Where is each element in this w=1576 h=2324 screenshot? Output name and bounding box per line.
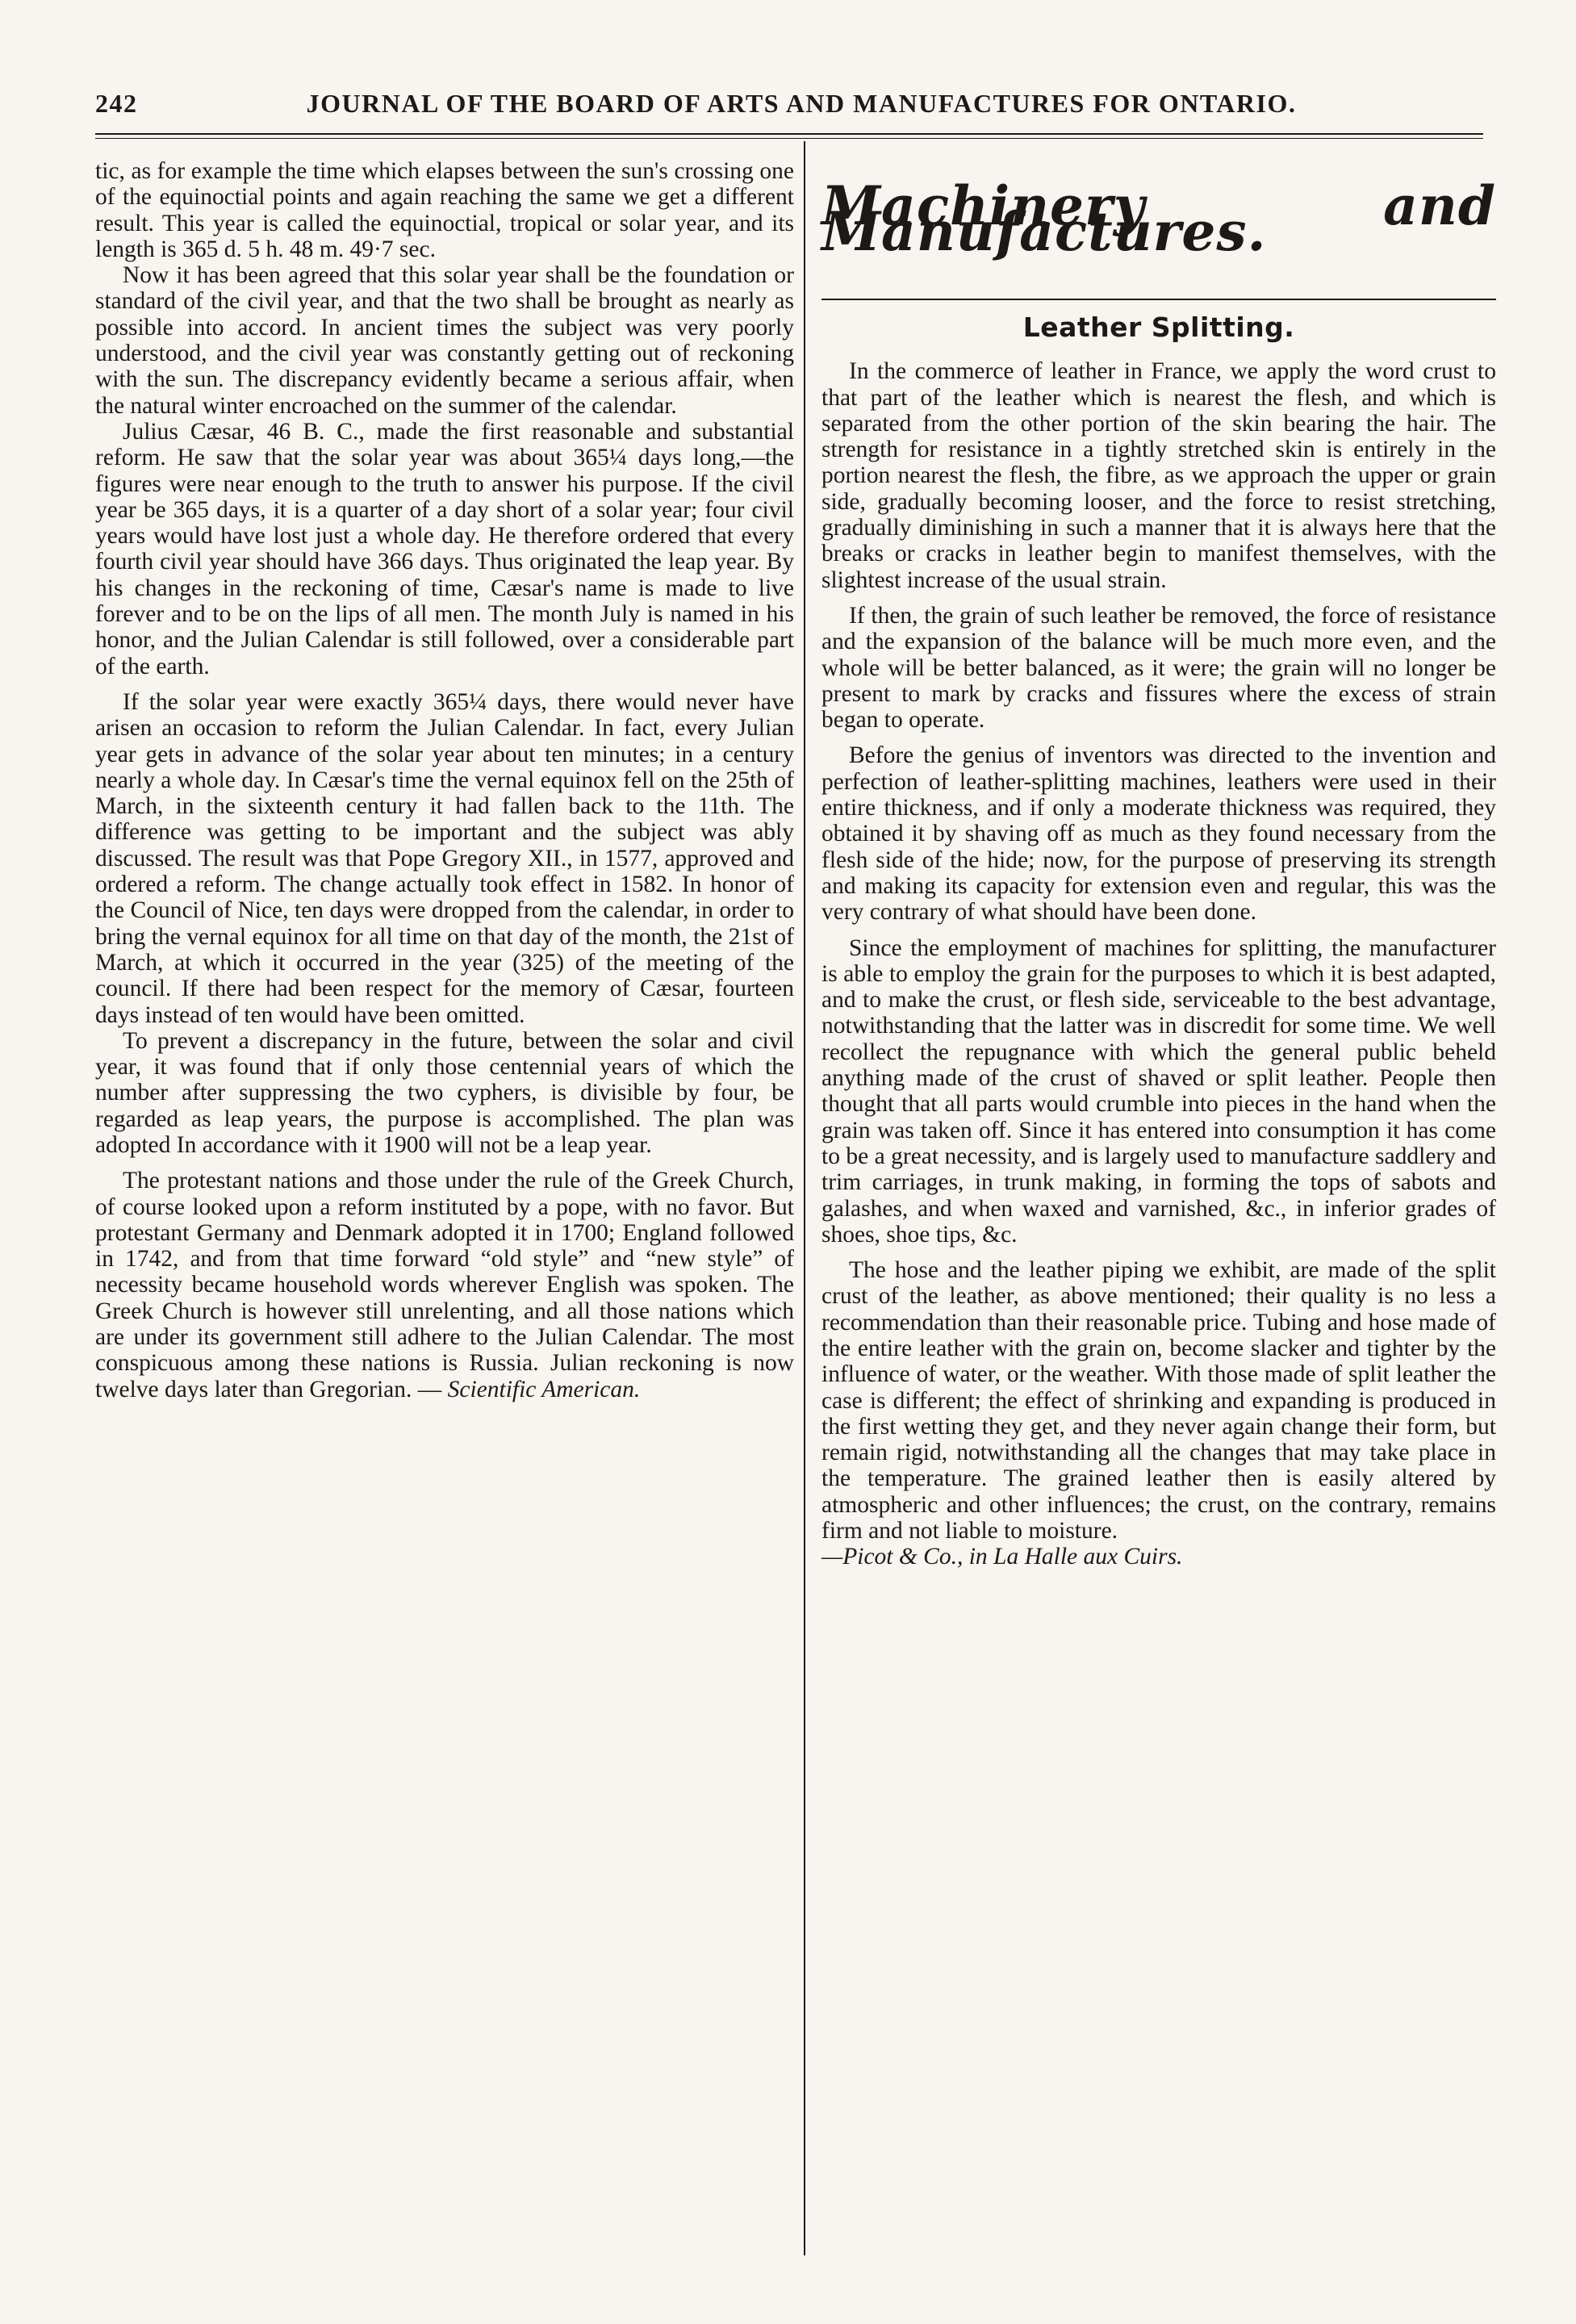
article-attribution: —Picot & Co., in La Halle aux Cuirs.: [821, 1544, 1183, 1570]
header-rule: [95, 133, 1483, 139]
page-number: 242: [95, 89, 138, 118]
source-citation: Scientific American.: [447, 1376, 641, 1402]
right-paragraph-2: If then, the grain of such leather be removed, the force of resistance and the expansion of the balance will be much more even, and the whole will be better balanced, as it were; the grain will no longer be present to mark by cracks and fissures where the excess of strain began to operate.: [821, 602, 1496, 734]
right-paragraph-3: Before the genius of inventors was directed to the invention and perfection of leather-splitting machines, leathers were used in their entire thickness, and if only a moderate thickness was required, they obtained it by shaving off as much as they found necessary from the flesh side of the hide; now, for the purpose of preserving its strength and making its capacity for extension even and regular, this was the very contrary of what should have been done.: [821, 742, 1496, 926]
left-paragraph-1: tic, as for example the time which elapses between the sun's crossing one of the equinoctial points and again reaching the same we get a different result. This year is called the equinoctial, tropical or solar year, and its length is 365 d. 5 h. 48 m. 49·7 sec.: [95, 158, 794, 262]
running-title: JOURNAL OF THE BOARD OF ARTS AND MANUFACTURES FOR ONTARIO.: [306, 89, 1297, 118]
section-heading: Machinery and Manufactures.: [821, 173, 1496, 263]
left-column: [95, 158, 794, 1402]
right-paragraph-4: Since the employment of machines for splitting, the manufacturer is able to employ the grain for the purposes to which it is best adapted, and to make the crust, or flesh side, serviceable to the best advantage, notwithstanding that the latter was in discredit for some time. We well recollect the repugnance with which the general public beheld anything made of the crust of shaved or split leather. People then thought that all parts would crumble into pieces in the hand when the grain was taken off. Since it has entered into consumption it has come to be a great necessity, and is largely used to manufacture saddlery and trim carriages, in trunk making, in forming the tops of sabots and galashes, and when waxed and varnished, &c., in inferior grades of shoes, shoe tips, &c.: [821, 934, 1496, 1248]
left-paragraph-2: Now it has been agreed that this solar year shall be the foundation or standard of the civil year, and that the two shall be brought as nearly as possible into accord. In ancient times the subject was very poorly understood, and the civil year was constantly getting out of reckoning with the sun. The discrepancy evidently became a serious affair, when the natural winter encroached on the summer of the calendar.: [95, 262, 794, 419]
left-paragraph-6: [95, 1168, 794, 1402]
left-paragraph-4: If the solar year were exactly 365¼ days, there would never have arisen an occasion to reform the Julian Calendar. In fact, every Julian year gets in advance of the solar year about ten minutes; in a century nearly a whole day. In Cæsar's time the vernal equinox fell on the 25th of March, in the sixteenth century it had fallen back to the 11th. The difference was getting to be important and the subject was ably discussed. The result was that Pope Gregory XII., in 1577, approved and ordered a reform. The change actually took effect in 1582. In honor of the Council of Nice, ten days were dropped from the calendar, in order to bring the vernal equinox for all time on that day of the month, the 21st of March, at which it occurred in the year (325) of the meeting of the council. If there had been respect for the memory of Cæsar, fourteen days instead of ten would have been omitted.: [95, 688, 794, 1028]
right-column: [821, 158, 1496, 1570]
article-title: Leather Splitting.: [1022, 311, 1295, 343]
right-paragraph-1: In the commerce of leather in France, we apply the word crust to that part of the leather which is nearest the flesh, and which is separated from the other portion of the skin bearing the hair. The strength for resistance in a tightly stretched skin is entirely in the portion nearest the flesh, the fibre, as we approach the upper or grain side, gradually becoming looser, and the force to resist stretching, gradually diminishing in such a manner that it is always here that the breaks or cracks in leather begin to manifest themselves, with the slightest increase of the usual strain.: [821, 358, 1496, 593]
left-paragraph-3: Julius Cæsar, 46 B. C., made the first reasonable and substantial reform. He saw that the solar year was about 365¼ days long,—the figures were near enough to the truth to answer his purpose. If the civil year be 365 days, it is a quarter of a day short of a solar year; four civil years would have lost just a whole day. He therefore ordered that every fourth civil year should have 366 days. Thus originated the leap year. By his changes in the reckoning of time, Cæsar's name is made to live forever and to be on the lips of all men. The month July is named in his honor, and the Julian Calendar is still followed, over a considerable part of the earth.: [95, 418, 794, 679]
column-divider: [804, 141, 805, 2255]
right-paragraph-5: The hose and the leather piping we exhibit, are made of the split crust of the leather, as above mentioned; their quality is no less a recommendation than their reasonable price. Tubing and hose made of the entire leather with the grain on, become slacker and tighter by the influence of water, or the weather. With those made of split leather the case is different; the effect of shrinking and expanding is produced in the first wetting they get, and they never again change their form, but remain rigid, notwithstanding all the changes that may take place in the temperature. The grained leather then is easily altered by atmospheric and other influences; the crust, on the contrary, remains firm and not liable to moisture.: [821, 1257, 1496, 1544]
section-rule: [821, 299, 1496, 300]
page-header: [95, 89, 1483, 127]
left-paragraph-6-text: The protestant nations and those under the rule of the Greek Church, of course looked upon a reform instituted by a pope, with no favor. But protestant Germany and Denmark adopted it in 1700; England followed in 1742, and from that time forward “old style” and “new style” of necessity became household words wherever English was spoken. The Greek Church is however still unrelenting, and all those nations which are under its government still adhere to the Julian Calendar. The most conspicuous among these nations is Russia. Julian reckoning is now twelve days later than Gregorian. —: [95, 1168, 794, 1402]
left-paragraph-5: To prevent a discrepancy in the future, between the solar and civil year, it was found that if only those centennial years of which the number after suppressing the two cyphers, is divisible by four, be regarded as leap years, the purpose is accomplished. The plan was adopted In accordance with it 1900 will not be a leap year.: [95, 1027, 794, 1158]
